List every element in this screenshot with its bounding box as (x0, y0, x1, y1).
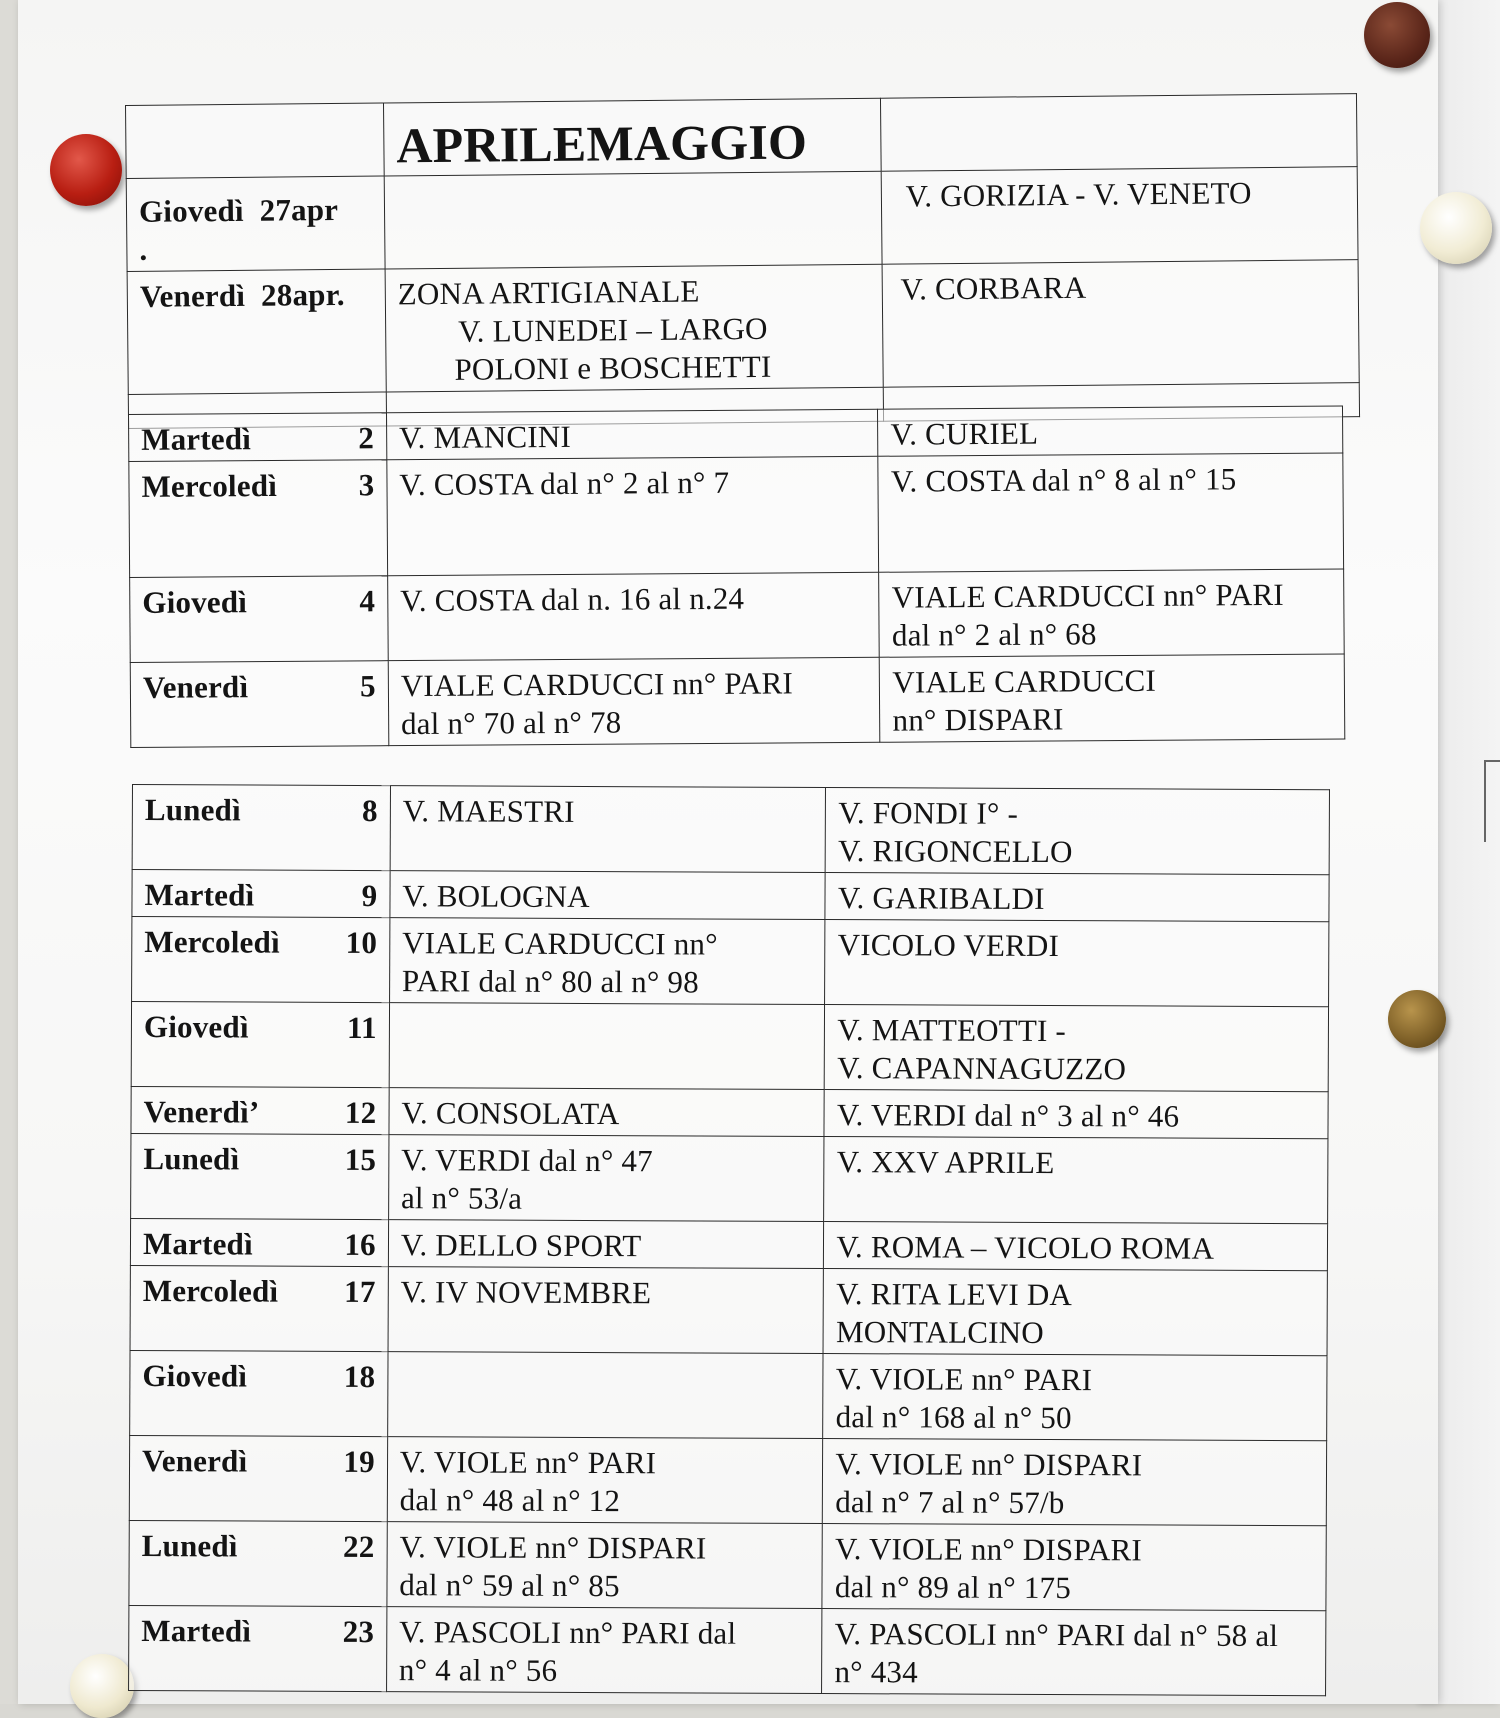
street-cell-2: VICOLO VERDI (825, 920, 1329, 1007)
street-line: V. VIOLE nn° DISPARI (399, 1529, 707, 1566)
street-line: V. VIOLE nn° PARI (399, 1444, 657, 1481)
street-line: V. PASCOLI nn° PARI dal n° 58 al (834, 1616, 1279, 1654)
table-row (127, 260, 1359, 395)
street-cell-2 (823, 1439, 1327, 1526)
day-name: Lunedì (141, 1528, 238, 1564)
day-cell (132, 917, 390, 1003)
day-number: 17 (344, 1273, 376, 1310)
street-cell-2 (822, 1524, 1326, 1611)
cream-pushpin-bottom (70, 1654, 134, 1718)
street-cell-1: V. COSTA dal n. 16 al n.24 (387, 572, 879, 660)
table-row (131, 1002, 1328, 1092)
street-line: V. RITA LEVI DA (836, 1276, 1073, 1313)
day-cell (129, 1605, 387, 1691)
street-cell-2 (825, 1005, 1329, 1092)
street-line: dal n° 70 al n° 78 (400, 704, 622, 742)
day-number: 8 (361, 793, 378, 829)
street-cell-1 (388, 1135, 824, 1222)
table-row (129, 406, 1343, 461)
street-cell-1: V. MAESTRI (390, 786, 826, 873)
day-cell (129, 460, 388, 578)
street-line: dal n° 59 al n° 85 (399, 1567, 620, 1604)
street-line: n° 434 (834, 1654, 918, 1690)
street-cell-1 (388, 657, 880, 745)
day-cell (131, 1086, 389, 1134)
street-cell-2: V. XXV APRILE (824, 1137, 1328, 1224)
street-cell-2: V. COSTA dal n° 8 al n° 15 (878, 453, 1343, 572)
street-cell-1 (387, 1522, 823, 1609)
table-row (130, 1350, 1327, 1440)
day-name: Lunedì (144, 792, 241, 828)
table-row (129, 453, 1344, 577)
day-cell (130, 1265, 388, 1351)
street-cell-1 (384, 171, 882, 269)
table-row (130, 1265, 1327, 1355)
may-table-remaining (128, 784, 1330, 1696)
street-line: dal n° 89 al n° 175 (834, 1569, 1072, 1606)
table-row (132, 917, 1329, 1007)
street-line: V. FONDI I° - (838, 795, 1019, 831)
street-line: al n° 53/a (400, 1180, 523, 1216)
street-line: dal n° 48 al n° 12 (399, 1482, 621, 1519)
day-number: 12 (344, 1094, 377, 1131)
street-cell-1: V. DELLO SPORT (388, 1220, 824, 1269)
street-line: V. RIGONCELLO (838, 833, 1073, 870)
street-cell-2 (823, 1269, 1327, 1356)
brown-pushpin (1364, 2, 1430, 68)
street-cell-1 (387, 1437, 823, 1524)
table-row (130, 654, 1345, 747)
street-line: MONTALCINO (835, 1314, 1044, 1350)
day-name: Giovedì (142, 584, 248, 620)
street-cell-1: V. IV NOVEMBRE (388, 1267, 824, 1354)
street-line: n° 4 al n° 56 (398, 1652, 558, 1688)
page-title: APRILEMAGGIO (383, 98, 881, 176)
street-line: V. VIOLE nn° DISPARI (834, 1531, 1143, 1568)
street-line: V. MATTEOTTI - (837, 1012, 1067, 1049)
day-cell (130, 1218, 388, 1266)
street-line: dal n° 2 al n° 68 (891, 616, 1097, 653)
stray-dot: . (139, 231, 148, 267)
day-cell (132, 785, 390, 871)
day-name: Giovedì (142, 1358, 248, 1394)
day-cell (129, 1520, 387, 1606)
day-name: Venerdì’ (143, 1094, 260, 1130)
street-line: dal n° 168 al n° 50 (835, 1399, 1072, 1436)
street-line: VIALE CARDUCCI (892, 662, 1157, 700)
day-name: Mercoledì (141, 467, 278, 504)
street-line: V. LUNEDEI – LARGO (457, 310, 768, 349)
street-cell-1: V. CONSOLATA (389, 1088, 825, 1137)
day-name: Mercoledì (144, 924, 280, 960)
day-name: Venerdì (142, 669, 249, 705)
day-date: 27apr (259, 191, 339, 228)
street-cell-1: V. BOLOGNA (390, 871, 826, 920)
street-cell-1 (385, 264, 883, 392)
day-cell (129, 1435, 387, 1521)
day-cell (130, 661, 388, 748)
street-cell-2: V. GARIBALDI (825, 873, 1329, 922)
day-name: Giovedì (143, 1009, 249, 1045)
table-row (129, 1520, 1326, 1610)
day-name: Martedì (144, 877, 255, 913)
street-line: VIALE CARDUCCI nn° (402, 925, 718, 962)
street-line: V. VERDI dal n° 47 (401, 1142, 653, 1179)
day-cell (129, 413, 387, 462)
may-table-first-week (128, 406, 1345, 748)
day-number: 5 (359, 668, 376, 704)
table-row (129, 1605, 1326, 1695)
day-name: Venerdì (141, 1443, 248, 1479)
day-name: Lunedì (143, 1141, 240, 1177)
street-line: VIALE CARDUCCI nn° PARI (400, 665, 794, 704)
adjacent-sheet-edge (1484, 760, 1500, 842)
day-name: Venerdì (139, 277, 246, 314)
cream-pushpin (1420, 192, 1492, 264)
street-cell-1 (389, 918, 825, 1005)
street-cell-1 (389, 1003, 825, 1090)
day-date: 28apr. (260, 276, 345, 313)
street-line: V. PASCOLI nn° PARI dal (399, 1614, 737, 1651)
street-cell-2 (879, 569, 1344, 657)
street-cell-2: V. ROMA – VICOLO ROMA (824, 1222, 1328, 1271)
street-line: V. VIOLE nn° DISPARI (835, 1446, 1143, 1483)
day-number: 11 (346, 1009, 377, 1046)
header-empty-cell (126, 103, 385, 178)
header-row (126, 94, 1358, 179)
street-line: POLONI e BOSCHETTI (454, 348, 772, 387)
day-name: Martedì (142, 1226, 253, 1262)
day-number: 2 (358, 420, 375, 456)
table-row (132, 785, 1329, 875)
day-name: Martedì (141, 1613, 252, 1649)
red-pushpin (50, 134, 122, 206)
day-number: 19 (343, 1443, 375, 1480)
table-row (130, 1218, 1327, 1270)
table-row (131, 1133, 1328, 1223)
street-cell-2: V. VERDI dal n° 3 al n° 46 (824, 1090, 1328, 1139)
street-cell-2 (822, 1609, 1326, 1696)
street-cell-2: V. CORBARA (882, 260, 1359, 388)
day-name: Mercoledì (142, 1273, 279, 1309)
table-row (130, 569, 1345, 662)
day-number: 22 (343, 1528, 375, 1565)
street-line: dal n° 7 al n° 57/b (835, 1484, 1065, 1521)
day-name: Giovedì (138, 192, 244, 229)
day-number: 3 (358, 467, 375, 503)
street-line: V. VIOLE nn° PARI (835, 1361, 1093, 1398)
street-cell-2: V. CURIEL (878, 406, 1343, 456)
day-name: Martedì (141, 421, 252, 457)
day-cell (126, 176, 385, 271)
street-cell-1: V. COSTA dal n° 2 al n° 7 (387, 456, 879, 575)
street-line: nn° DISPARI (892, 701, 1064, 738)
header-empty-cell-right (880, 94, 1357, 172)
street-line: V. CAPANNAGUZZO (837, 1050, 1127, 1087)
day-number: 16 (344, 1226, 376, 1263)
day-cell (132, 870, 390, 918)
street-line: ZONA ARTIGIANALE (397, 273, 700, 312)
day-cell (131, 1002, 389, 1088)
day-number: 9 (361, 878, 378, 914)
table-row (132, 870, 1329, 922)
street-line: PARI dal n° 80 al n° 98 (401, 963, 699, 1000)
table-row (129, 1435, 1326, 1525)
street-cell-1: V. MANCINI (386, 409, 878, 459)
street-cell-2 (826, 788, 1330, 875)
street-cell-2 (823, 1354, 1327, 1441)
gold-pushpin (1388, 990, 1446, 1048)
day-number: 23 (342, 1613, 375, 1650)
day-cell (130, 576, 388, 663)
day-number: 18 (343, 1358, 376, 1395)
day-number: 4 (359, 583, 376, 619)
day-cell (130, 1350, 388, 1436)
day-cell (127, 269, 386, 394)
day-cell (131, 1133, 389, 1219)
street-cell-2: V. GORIZIA - V. VENETO (881, 167, 1358, 265)
day-number: 10 (345, 924, 378, 961)
street-cell-1 (386, 1607, 822, 1694)
day-number: 15 (344, 1141, 377, 1178)
table-row (126, 167, 1358, 272)
street-cell-2 (880, 654, 1345, 742)
street-cell-1 (387, 1352, 823, 1439)
street-line: VIALE CARDUCCI nn° PARI (891, 576, 1285, 615)
april-table (125, 93, 1360, 429)
table-row (131, 1086, 1328, 1138)
